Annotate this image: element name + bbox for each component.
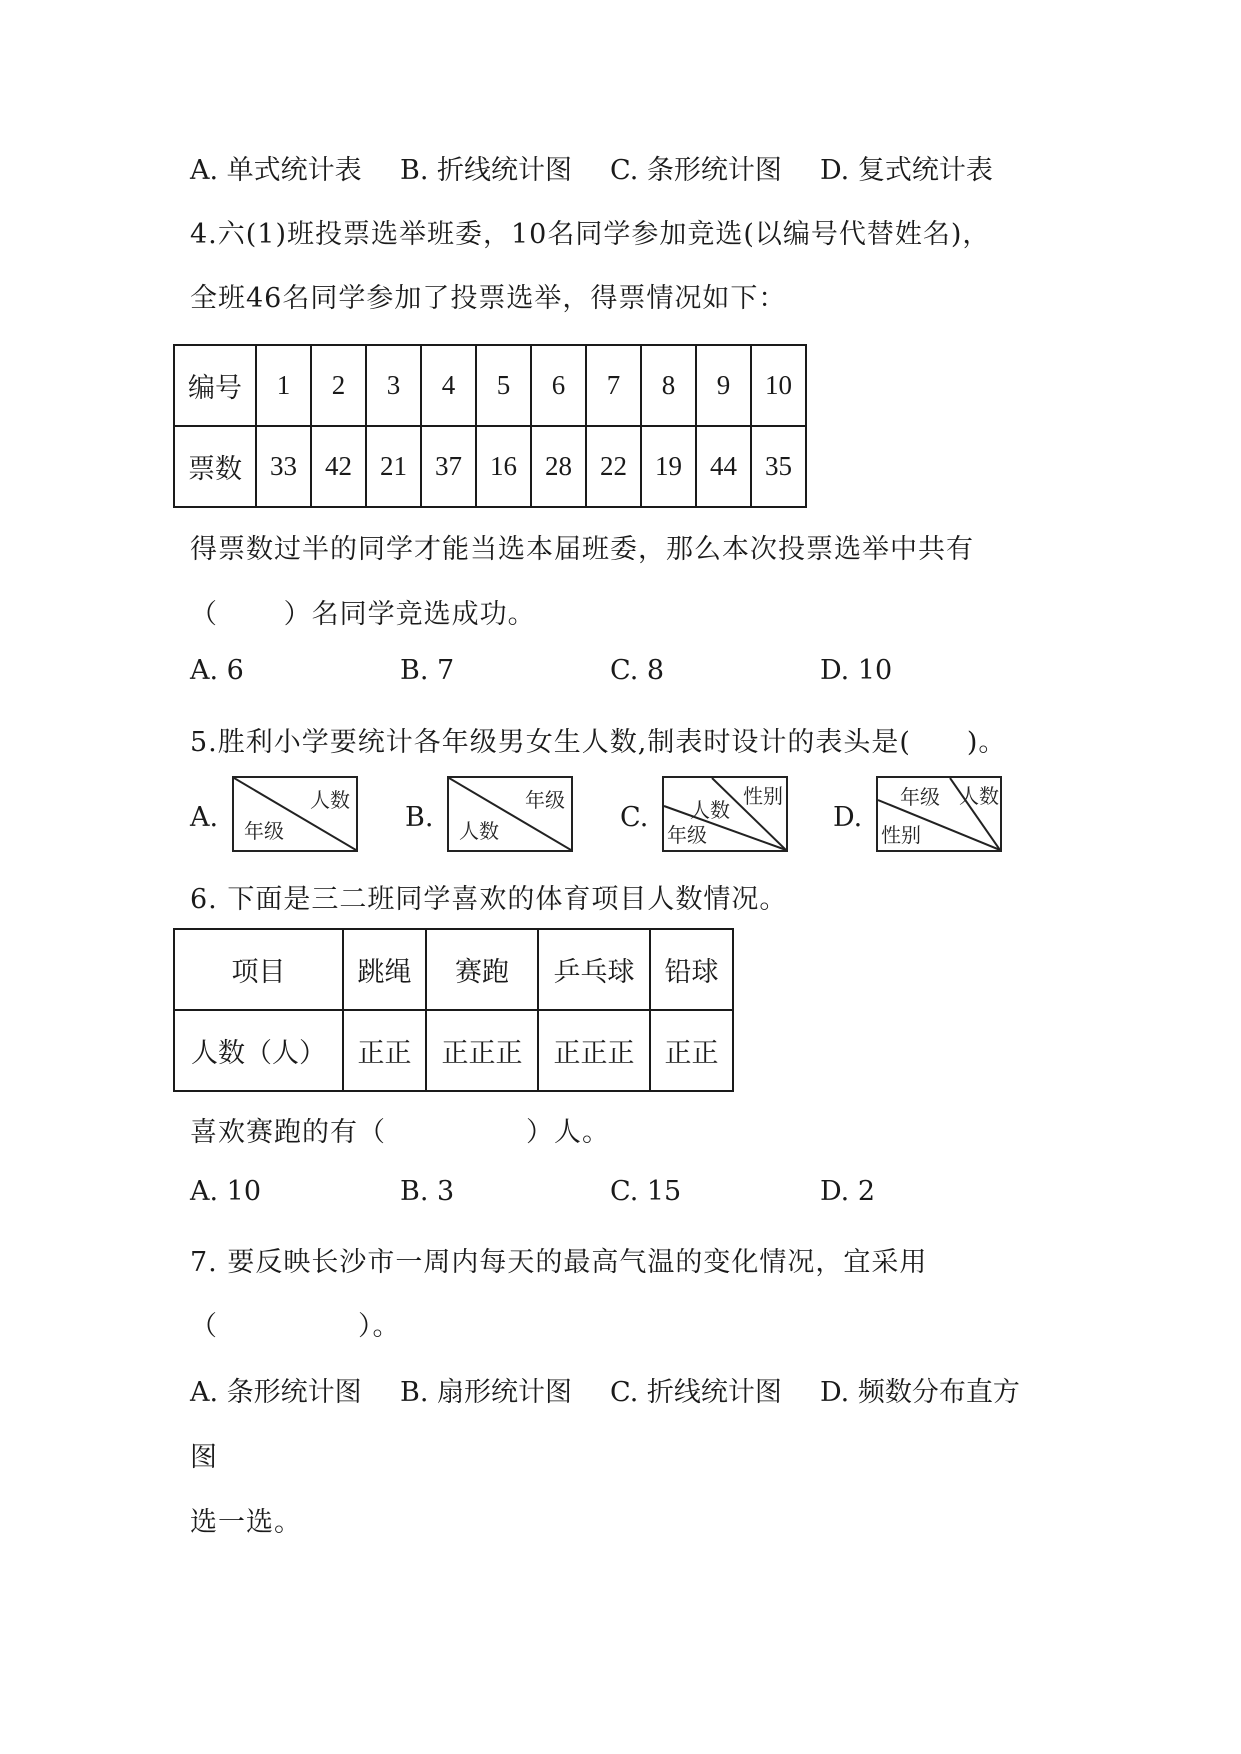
q5-option-b-letter[interactable]: B.	[405, 802, 434, 833]
vote-count-cell: 16	[476, 426, 531, 507]
q4-text-line2: 全班46名同学参加了投票选举，得票情况如下：	[190, 283, 787, 314]
vote-count-cell: 37	[421, 426, 476, 507]
q4-option-d[interactable]: D. 10	[820, 655, 893, 686]
q5-header-a[interactable]	[232, 776, 358, 852]
vote-count-cell: 28	[531, 426, 586, 507]
q4-text-line3: 得票数过半的同学才能当选本届班委，那么本次投票选举中共有	[190, 534, 974, 565]
header-c-top-right-label: 性别	[743, 784, 783, 808]
sports-tally-cell: 正正正	[426, 1010, 538, 1091]
q7-option-d-wrap: 图	[190, 1442, 218, 1473]
sports-table-header: 铅球	[650, 929, 733, 1010]
header-b-top-label: 年级	[525, 788, 565, 812]
q3-option-b[interactable]: B. 折线统计图	[400, 155, 573, 186]
sports-table-header: 赛跑	[426, 929, 538, 1010]
q4-text-line1: 4.六(1)班投票选举班委，10名同学参加竞选(以编号代替姓名)，	[190, 219, 991, 250]
q7-option-c[interactable]: C. 折线统计图	[610, 1377, 782, 1408]
vote-count-cell: 22	[586, 426, 641, 507]
sports-table-header: 项目	[174, 929, 343, 1010]
q3-option-a[interactable]: A. 单式统计表	[190, 155, 362, 186]
header-d-top-right-label: 人数	[959, 784, 999, 808]
section-footer: 选一选。	[190, 1507, 302, 1538]
vote-id-cell: 4	[421, 345, 476, 426]
vote-count-cell: 19	[641, 426, 696, 507]
vote-id-cell: 10	[751, 345, 806, 426]
vote-id-cell: 7	[586, 345, 641, 426]
sports-tally-cell: 正正正	[538, 1010, 650, 1091]
sports-table-row-label: 人数（人）	[174, 1010, 343, 1091]
q6-option-d[interactable]: D. 2	[820, 1176, 876, 1207]
q5-text-line1: 5.胜利小学要统计各年级男女生人数,制表时设计的表头是( )。	[190, 727, 1007, 758]
q5-option-d-letter[interactable]: D.	[833, 802, 863, 833]
vote-id-cell: 2	[311, 345, 366, 426]
q7-text-line2: （ ）。	[190, 1311, 401, 1342]
vote-count-cell: 21	[366, 426, 421, 507]
q7-option-a[interactable]: A. 条形统计图	[190, 1377, 362, 1408]
q3-option-c[interactable]: C. 条形统计图	[610, 155, 782, 186]
q7-option-b[interactable]: B. 扇形统计图	[400, 1377, 573, 1408]
vote-table-label-votes: 票数	[174, 426, 256, 507]
q5-header-d[interactable]	[876, 776, 1002, 852]
q7-option-d[interactable]: D. 频数分布直方	[820, 1377, 1020, 1408]
vote-id-cell: 5	[476, 345, 531, 426]
header-c-bottom-label: 年级	[667, 823, 707, 847]
vote-id-cell: 8	[641, 345, 696, 426]
vote-id-cell: 3	[366, 345, 421, 426]
q4-option-c[interactable]: C. 8	[610, 655, 665, 686]
q6-option-c[interactable]: C. 15	[610, 1176, 682, 1207]
q4-option-b[interactable]: B. 7	[400, 655, 455, 686]
sports-table-header: 乒乓球	[538, 929, 650, 1010]
header-d-top-left-label: 年级	[900, 785, 940, 809]
vote-count-cell: 35	[751, 426, 806, 507]
sports-tally-cell: 正正	[343, 1010, 426, 1091]
q6-option-b[interactable]: B. 3	[400, 1176, 455, 1207]
vote-id-cell: 6	[531, 345, 586, 426]
header-a-top-label: 人数	[310, 788, 350, 812]
vote-id-cell: 1	[256, 345, 311, 426]
header-d-bottom-label: 性别	[881, 823, 921, 847]
header-b-bottom-label: 人数	[459, 819, 499, 843]
vote-count-cell: 33	[256, 426, 311, 507]
vote-count-cell: 44	[696, 426, 751, 507]
vote-id-cell: 9	[696, 345, 751, 426]
sports-table	[173, 928, 734, 1092]
q4-option-a[interactable]: A. 6	[190, 655, 244, 686]
vote-count-cell: 42	[311, 426, 366, 507]
header-c-middle-label: 人数	[690, 798, 730, 822]
q5-header-c[interactable]	[662, 776, 788, 852]
q3-option-d[interactable]: D. 复式统计表	[820, 155, 993, 186]
vote-table	[173, 344, 807, 508]
q6-option-a[interactable]: A. 10	[190, 1176, 262, 1207]
sports-tally-cell: 正正	[650, 1010, 733, 1091]
q4-text-line4: （ ）名同学竞选成功。	[190, 599, 536, 630]
q7-text-line1: 7. 要反映长沙市一周内每天的最高气温的变化情况，宜采用	[190, 1247, 928, 1278]
header-a-bottom-label: 年级	[244, 819, 284, 843]
q5-option-c-letter[interactable]: C.	[620, 802, 649, 833]
q6-text-line2: 喜欢赛跑的有（ ）人。	[190, 1117, 610, 1148]
q5-option-a-letter[interactable]: A.	[190, 802, 219, 833]
q5-header-b[interactable]	[447, 776, 573, 852]
q6-text-line1: 6. 下面是三二班同学喜欢的体育项目人数情况。	[190, 884, 788, 915]
vote-table-label-id: 编号	[174, 345, 256, 426]
sports-table-header: 跳绳	[343, 929, 426, 1010]
